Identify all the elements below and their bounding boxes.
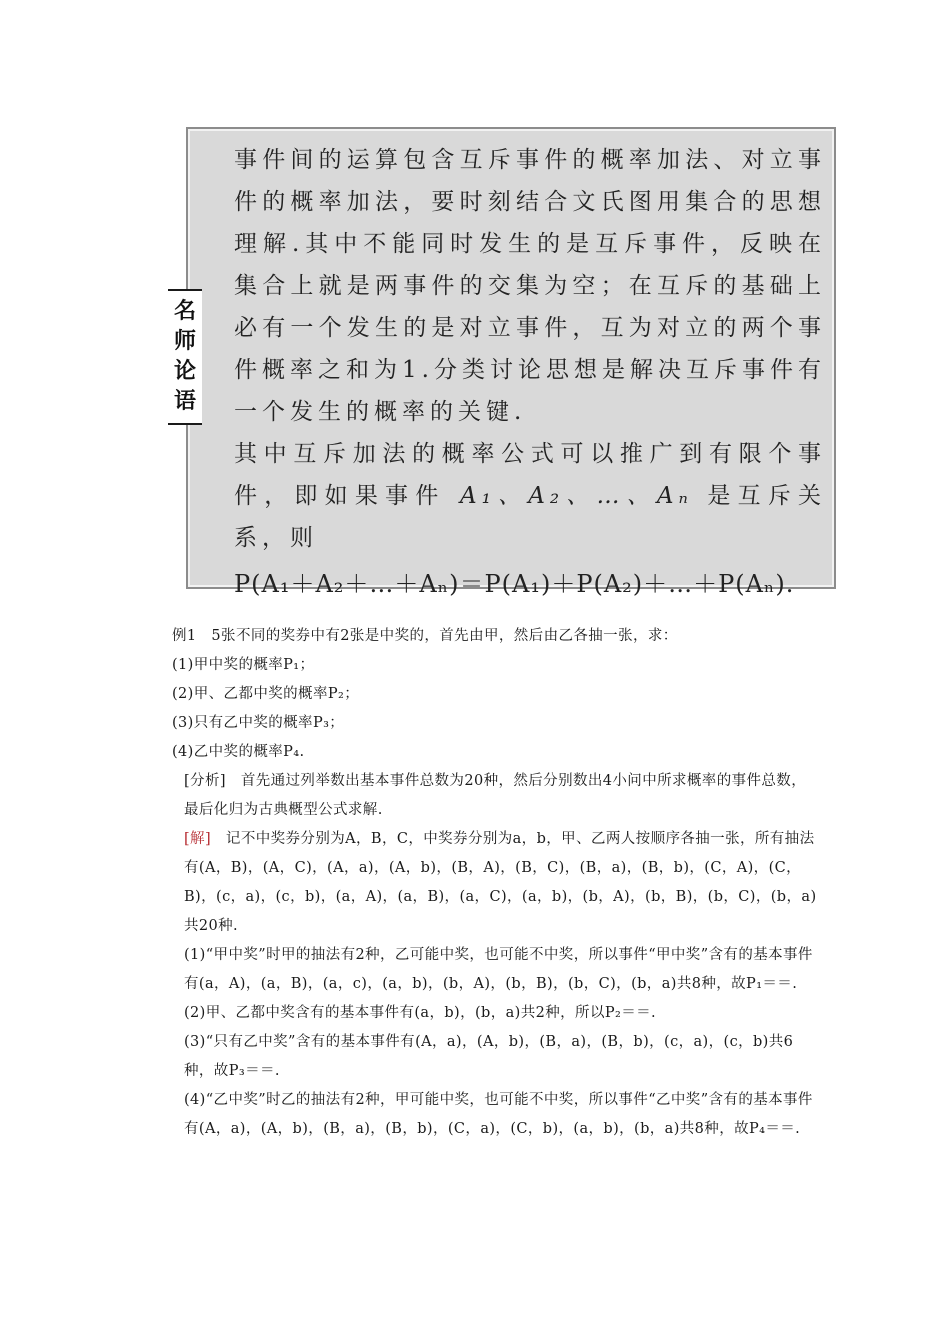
tip-events: A₁、A₂、…、Aₙ bbox=[460, 483, 693, 509]
example-question-4: (4)乙中奖的概率P₄. bbox=[172, 744, 305, 760]
example-question-3: (3)只有乙中奖的概率P₃； bbox=[172, 715, 345, 731]
tip-relation: 是互斥关系，则 bbox=[234, 483, 827, 551]
analysis-text: 首先通过列举数出基本事件总数为20种，然后分别数出4小问中所求概率的事件总数，最后化归为古典概型公式求解. bbox=[184, 773, 807, 818]
solution-step-4: (4)“乙中奖”时乙的抽法有2种，甲可能中奖，也可能不中奖，所以事件“乙中奖”含有的基本事件有(A，a)，(A，b)，(B，a)，(B，b)，(C，a)，(C，b)，(a，b)，(b，a)共8种，故P₄＝＝. bbox=[184, 1092, 813, 1137]
teacher-tip-box bbox=[173, 127, 836, 598]
example-question-1: (1)甲中奖的概率P₁； bbox=[172, 657, 315, 673]
solution-label: [解] bbox=[184, 831, 212, 847]
example-content bbox=[172, 622, 820, 1144]
example-title: 例1 5张不同的奖券中有2张是中奖的，首先由甲，然后由乙各抽一张，求： bbox=[172, 628, 678, 644]
analysis-label: [分析] bbox=[184, 773, 226, 789]
tip-paragraph-2-text: 其中互斥加法的概率公式可以推广到有限个事件，即如果事件 bbox=[234, 441, 826, 509]
tip-paragraph-2 bbox=[234, 433, 826, 559]
badge-char: 名 bbox=[173, 299, 196, 324]
solution-step-2: (2)甲、乙都中奖含有的基本事件有(a，b)，(b，a)共2种，所以P₂＝＝. bbox=[184, 1005, 657, 1021]
teacher-tip-badge bbox=[168, 289, 202, 425]
badge-char: 论 bbox=[173, 359, 196, 384]
tip-paragraph-1: 事件间的运算包含互斥事件的概率加法、对立事件的概率加法，要时刻结合文氏图用集合的思想理解.其中不能同时发生的是互斥事件，反映在集合上就是两事件的交集为空；在互斥的基础上必有一个发生的是对立事件，互为对立的两个事件概率之和为1.分类讨论思想是解决互斥事件有一个发生的概率的关键. bbox=[234, 147, 826, 425]
solution-intro bbox=[172, 825, 820, 941]
solution-step-3: (3)“只有乙中奖”含有的基本事件有(A，a)，(A，b)，(B，a)，(B，b)，(c，a)，(c，b)共6种，故P₃＝＝. bbox=[184, 1034, 794, 1079]
solution-intro-text: 记不中奖券分别为A，B，C，中奖券分别为a，b，甲、乙两人按顺序各抽一张，所有抽法有(A，B)，(A，C)，(A，a)，(A，b)，(B，A)，(B，C)，(B，a)，(B，b)，(C，A)，(C，B)，(c，a)，(c，b)，(a，A)，(a，B)，(a，C)，(a，b)，(b，A)，(b，B)，(b，C)，(b，a)共20种. bbox=[184, 831, 817, 934]
badge-char: 师 bbox=[173, 329, 196, 354]
solution-step-1: (1)“甲中奖”时甲的抽法有2种，乙可能中奖，也可能不中奖，所以事件“甲中奖”含有的基本事件有(a，A)，(a，B)，(a，c)，(a，b)，(b，A)，(b，B)，(b，C)，(b，a)共8种，故P₁＝＝. bbox=[184, 947, 813, 992]
badge-char: 语 bbox=[173, 389, 196, 414]
example-question-2: (2)甲、乙都中奖的概率P₂； bbox=[172, 686, 360, 702]
teacher-tip-body bbox=[234, 139, 826, 605]
analysis-paragraph bbox=[172, 767, 820, 825]
tip-formula: P(A₁＋A₂＋…＋Aₙ)＝P(A₁)＋P(A₂)＋…＋P(Aₙ). bbox=[234, 570, 795, 598]
